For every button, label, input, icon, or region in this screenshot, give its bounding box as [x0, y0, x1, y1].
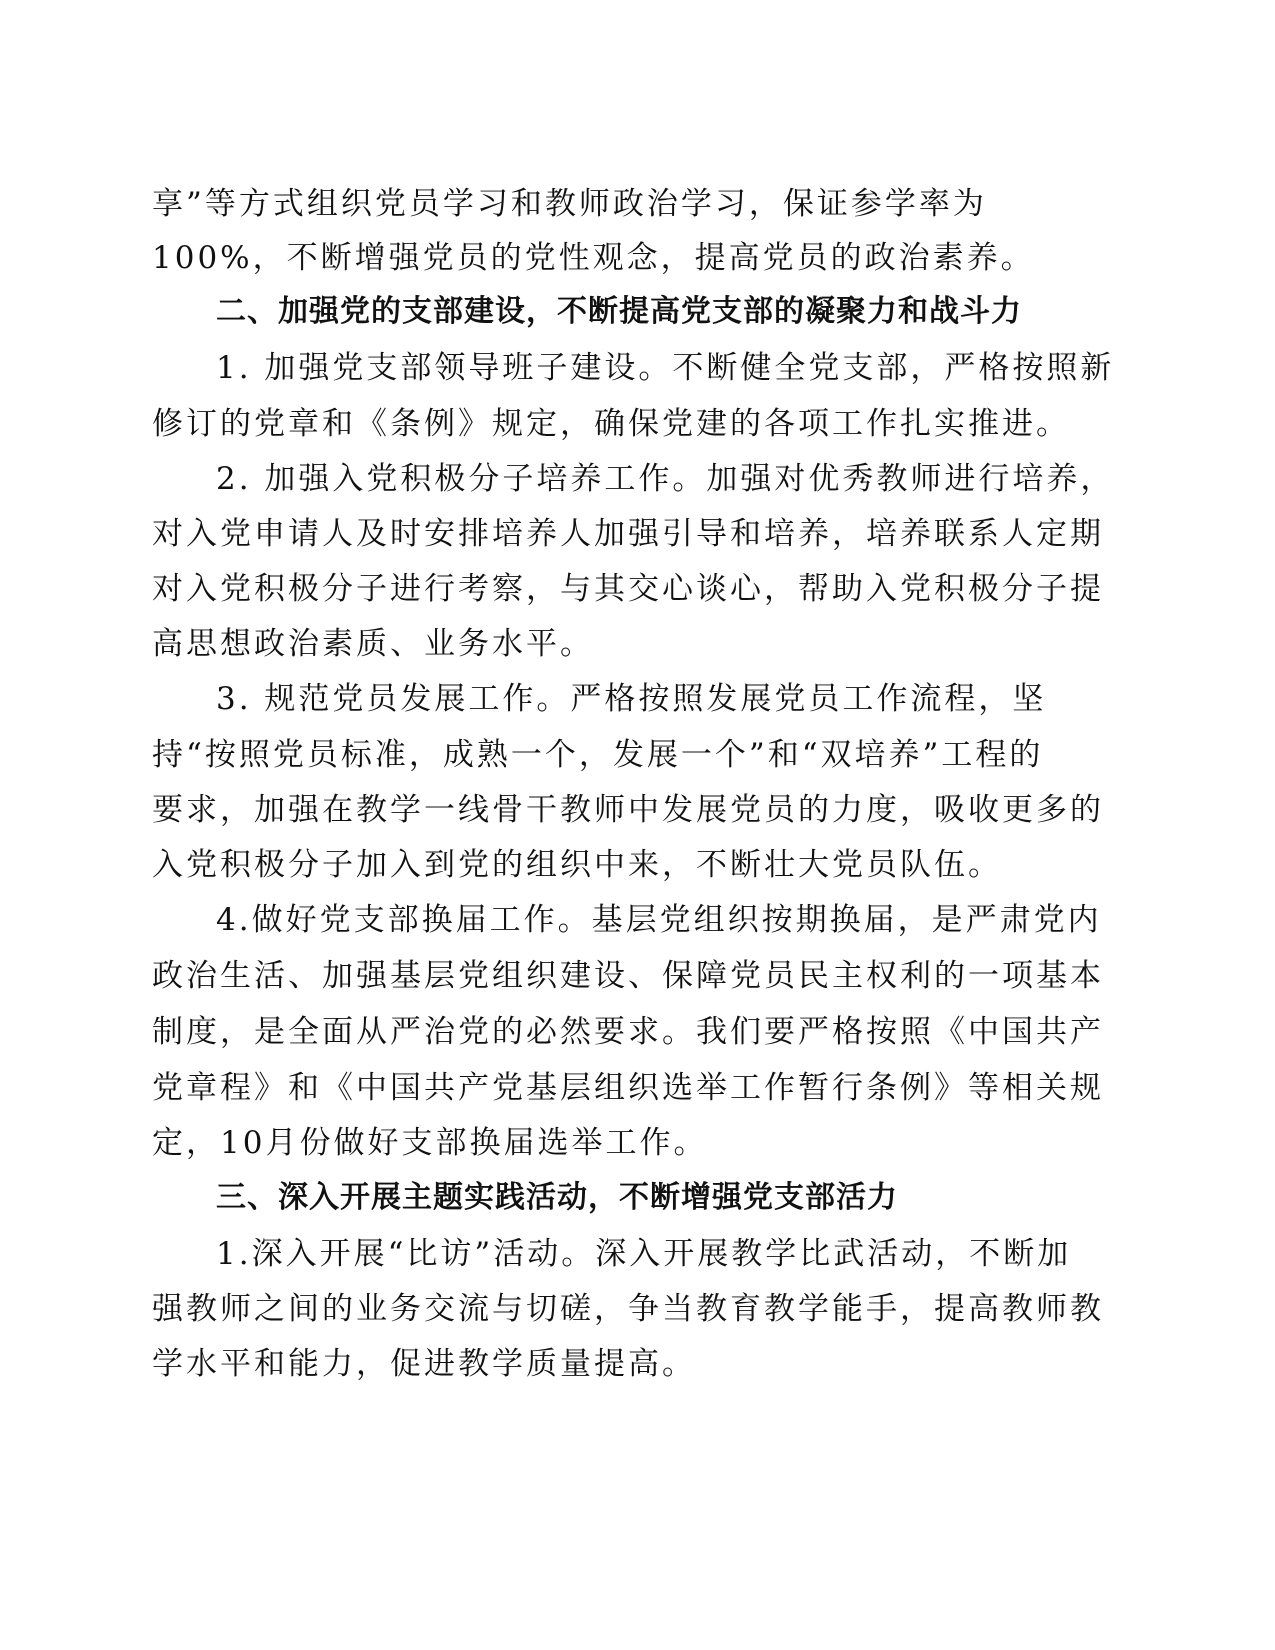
paragraph-2-2-line: 2. 加强入党积极分子培养工作。加强对优秀教师进行培养， [216, 461, 1115, 497]
body-text-line: 对入党申请人及时安排培养人加强引导和培养，培养联系人定期 [152, 516, 1104, 552]
body-text-line: 对入党积极分子进行考察，与其交心谈心，帮助入党积极分子提 [152, 571, 1104, 607]
body-text-line: 党章程》和《中国共产党基层组织选举工作暂行条例》等相关规 [152, 1070, 1104, 1106]
body-text-line: 政治生活、加强基层党组织建设、保障党员民主权利的一项基本 [152, 958, 1104, 994]
paragraph-2-1-line: 1. 加强党支部领导班子建设。不断健全党支部，严格按照新 [216, 350, 1115, 386]
body-text-line: 定，10月份做好支部换届选举工作。 [152, 1125, 708, 1161]
body-text-line: 修订的党章和《条例》规定，确保党建的各项工作扎实推进。 [152, 406, 1070, 442]
body-text-line: 入党积极分子加入到党的组织中来，不断壮大党员队伍。 [152, 847, 1002, 883]
body-text-line: 持“按照党员标准，成熟一个，发展一个”和“双培养”工程的 [152, 737, 1044, 773]
section-heading-3: 三、深入开展主题实践活动，不断增强党支部活力 [216, 1180, 898, 1215]
paragraph-2-4-line: 4.做好党支部换届工作。基层党组织按期换届，是严肃党内 [216, 902, 1102, 938]
body-text-line: 享”等方式组织党员学习和教师政治学习，保证参学率为 [152, 186, 987, 222]
paragraph-2-3-line: 3. 规范党员发展工作。严格按照发展党员工作流程，坚 [216, 681, 1047, 717]
body-text-line: 学水平和能力，促进教学质量提高。 [152, 1346, 696, 1382]
body-text-line: 100%，不断增强党员的党性观念，提高党员的政治素养。 [152, 240, 1035, 276]
body-text-line: 制度，是全面从严治党的必然要求。我们要严格按照《中国共产 [152, 1014, 1104, 1050]
body-text-line: 强教师之间的业务交流与切磋，争当教育教学能手，提高教师教 [152, 1291, 1104, 1327]
section-heading-2: 二、加强党的支部建设，不断提高党支部的凝聚力和战斗力 [216, 294, 1022, 329]
paragraph-3-1-line: 1.深入开展“比访”活动。深入开展教学比武活动，不断加 [216, 1236, 1072, 1272]
body-text-line: 高思想政治素质、业务水平。 [152, 626, 594, 662]
body-text-line: 要求，加强在教学一线骨干教师中发展党员的力度，吸收更多的 [152, 792, 1104, 828]
